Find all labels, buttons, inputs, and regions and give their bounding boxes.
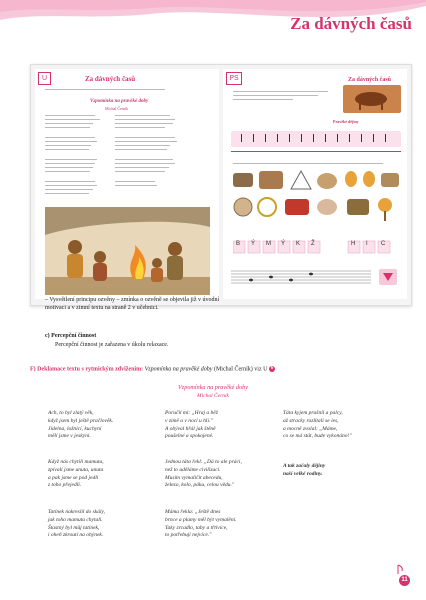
left-page-text-lines bbox=[45, 115, 210, 205]
section-f-work: Vzpomínka na pravěké doby bbox=[144, 366, 213, 373]
poem-stanza: Ach, to byl zlatý věk, když jsem byl ještě pračlověk. Jídelna, ložnicí, kuchyní měli jsme v jeskyni. bbox=[48, 410, 114, 440]
poem-stanza: Táta kyjem prašnil a palcy, až stracky rozlítali se ies, a mocně zvolal: „Máme, co se má stát, bude vykonáno!" bbox=[283, 410, 352, 440]
poem-author: Michal Černík bbox=[197, 393, 229, 399]
right-page-caption: Pravěké dějiny bbox=[333, 119, 359, 124]
section-f-heading bbox=[30, 366, 275, 372]
section-c-note: Percepční činnost je zařazena v úkolu relaxace. bbox=[55, 342, 169, 348]
right-page-title: Za dávných časů bbox=[348, 77, 392, 83]
cave-family-illustration bbox=[45, 207, 210, 295]
left-poem-author: Michal Černík bbox=[105, 106, 129, 111]
echo-principle-bullet: – Vysvětlení principu ozvěny – zmínka o ozvěně se objevila již v úvodní motivaci a v zimní textu na straně 2 v učebnici. bbox=[45, 297, 220, 311]
right-page-tag: PS bbox=[226, 72, 242, 85]
poem-stanza-ending: A tak začaly dějiny naší velké rodiny. bbox=[283, 463, 326, 477]
poem-title: Vzpomínka na pravěké doby bbox=[178, 384, 248, 391]
left-page-tag: U bbox=[38, 72, 51, 85]
page-title: Za dávných časů bbox=[290, 14, 412, 33]
left-page-title: Za dávných časů bbox=[85, 75, 136, 83]
section-f-label: F) Deklamace textu s rytmickým zdvižením: bbox=[30, 366, 144, 373]
poem-stanza: Jednou táta řekl: „Dá to ale práci, než to uděláme civilizaci. Musím vymaličit abecedu, železo, kolo, páku, celou vědu." bbox=[165, 459, 242, 489]
section-f-ref: viz U bbox=[254, 366, 268, 373]
section-c-heading: c) Percepční činnost bbox=[45, 333, 97, 339]
rhythm-notation-staff bbox=[231, 125, 401, 157]
left-page bbox=[35, 69, 219, 299]
textbook-ref-badge: 6 bbox=[270, 366, 274, 371]
page-number: 11 bbox=[399, 575, 410, 586]
left-poem-title: Vzpomínka na pravěké doby bbox=[90, 99, 149, 104]
poem-stanza: Máma řekla: „Ještě dnes brnce a plamy měl být vymalění. Taky zrcadlo, taby a třtivíce, to potřebují nejvíce." bbox=[165, 509, 237, 539]
poem-stanza: Tatínek nakreslil do skály, jak toho mamuta chytali. Štastný byl můj tatínek, i oheň zkroutí na ohýnek. bbox=[48, 509, 106, 539]
poem-stanza: Poručil mi: „Hraj a běž v zimě a v noci u hlí." A obýval hřál jak štěně poušelné a spokojené. bbox=[165, 410, 218, 440]
right-page: PS Za dávných časů Pravěké dějiny B Ý M Ý K Ž H I C bbox=[223, 69, 407, 299]
section-f-author: (Michal Černík) bbox=[213, 366, 253, 373]
instruments-illustration bbox=[231, 169, 403, 229]
textbook-spread-thumbnail bbox=[30, 64, 412, 306]
letter-boxes bbox=[233, 239, 398, 257]
cave-painting-image bbox=[343, 85, 401, 113]
poem-stanza: Když nás chytili mamuta, zpívali jsme unuta, unuta a pak jsme se pod jedli z toho přejedli. bbox=[48, 459, 104, 489]
music-staff-exercise bbox=[231, 265, 403, 295]
